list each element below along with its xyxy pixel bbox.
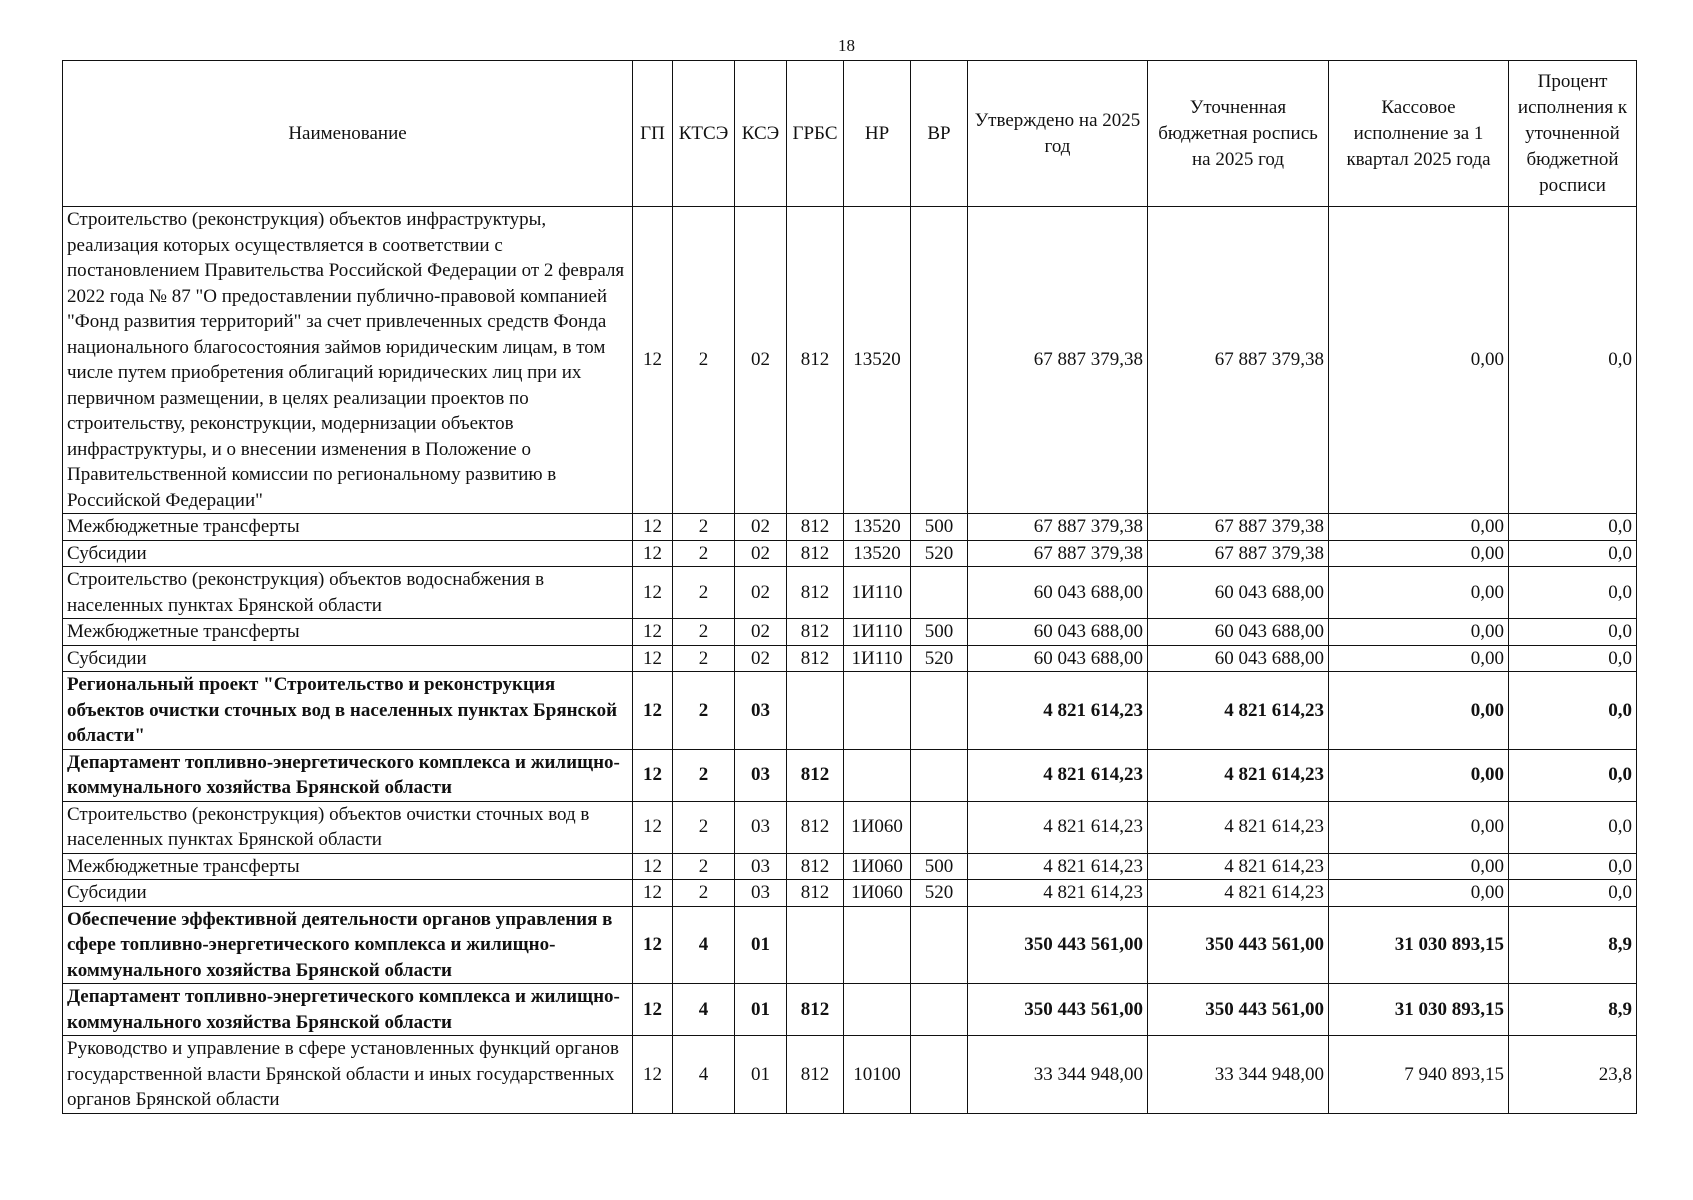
- cell-percent: 0,0: [1509, 207, 1637, 514]
- cell-nr: 13520: [844, 514, 911, 541]
- cell-vr: 500: [911, 619, 968, 646]
- cell-cash: 31 030 893,15: [1329, 984, 1509, 1036]
- cell-nr: 1И110: [844, 567, 911, 619]
- col-header-ktse: КТСЭ: [673, 61, 735, 207]
- cell-ktse: 4: [673, 1036, 735, 1114]
- table-row: [63, 853, 1637, 880]
- cell-percent: 0,0: [1509, 880, 1637, 907]
- cell-grbs: 812: [787, 880, 844, 907]
- cell-vr: [911, 207, 968, 514]
- cell-name: Обеспечение эффективной деятельности органов управления в сфере топливно-энергетического комплекса и жилищно-коммунального хозяйства Брянской области: [63, 906, 633, 984]
- cell-percent: 8,9: [1509, 906, 1637, 984]
- cell-approved: 4 821 614,23: [968, 749, 1148, 801]
- cell-refined: 60 043 688,00: [1148, 645, 1329, 672]
- cell-grbs: 812: [787, 801, 844, 853]
- cell-vr: 520: [911, 880, 968, 907]
- table-row: [63, 540, 1637, 567]
- col-header-refined: Уточненная бюджетная роспись на 2025 год: [1148, 61, 1329, 207]
- cell-vr: [911, 801, 968, 853]
- cell-name: Субсидии: [63, 645, 633, 672]
- cell-vr: [911, 672, 968, 750]
- cell-percent: 0,0: [1509, 853, 1637, 880]
- cell-vr: [911, 984, 968, 1036]
- cell-vr: 520: [911, 645, 968, 672]
- cell-ktse: 2: [673, 801, 735, 853]
- page-number: 18: [838, 36, 855, 55]
- cell-kse: 03: [735, 853, 787, 880]
- cell-cash: 0,00: [1329, 514, 1509, 541]
- table-row: [63, 880, 1637, 907]
- cell-nr: 1И060: [844, 880, 911, 907]
- table-row: [63, 749, 1637, 801]
- cell-name: Субсидии: [63, 540, 633, 567]
- table-row: [63, 567, 1637, 619]
- cell-gp: 12: [633, 853, 673, 880]
- cell-ktse: 2: [673, 853, 735, 880]
- cell-refined: 4 821 614,23: [1148, 672, 1329, 750]
- cell-vr: 520: [911, 540, 968, 567]
- cell-gp: 12: [633, 619, 673, 646]
- cell-cash: 0,00: [1329, 567, 1509, 619]
- cell-approved: 4 821 614,23: [968, 853, 1148, 880]
- cell-kse: 02: [735, 514, 787, 541]
- table-row: [63, 619, 1637, 646]
- cell-percent: 0,0: [1509, 749, 1637, 801]
- cell-name: Региональный проект "Строительство и реконструкция объектов очистки сточных вод в населенных пунктах Брянской области": [63, 672, 633, 750]
- cell-vr: 500: [911, 853, 968, 880]
- cell-grbs: 812: [787, 567, 844, 619]
- table-row: [63, 514, 1637, 541]
- cell-kse: 01: [735, 984, 787, 1036]
- table-row: [63, 801, 1637, 853]
- col-header-approved: Утверждено на 2025 год: [968, 61, 1148, 207]
- cell-refined: 4 821 614,23: [1148, 801, 1329, 853]
- cell-cash: 0,00: [1329, 207, 1509, 514]
- cell-refined: 33 344 948,00: [1148, 1036, 1329, 1114]
- cell-refined: 60 043 688,00: [1148, 567, 1329, 619]
- col-header-grbs: ГРБС: [787, 61, 844, 207]
- cell-ktse: 2: [673, 749, 735, 801]
- cell-vr: [911, 906, 968, 984]
- cell-gp: 12: [633, 567, 673, 619]
- cell-ktse: 2: [673, 567, 735, 619]
- cell-gp: 12: [633, 207, 673, 514]
- cell-kse: 03: [735, 801, 787, 853]
- cell-refined: 4 821 614,23: [1148, 749, 1329, 801]
- cell-refined: 60 043 688,00: [1148, 619, 1329, 646]
- table-row: [63, 984, 1637, 1036]
- table-header-row: [63, 61, 1637, 207]
- cell-gp: 12: [633, 984, 673, 1036]
- cell-cash: 0,00: [1329, 672, 1509, 750]
- table-row: [63, 1036, 1637, 1114]
- table-row: [63, 207, 1637, 514]
- cell-nr: 10100: [844, 1036, 911, 1114]
- cell-cash: 7 940 893,15: [1329, 1036, 1509, 1114]
- cell-approved: 67 887 379,38: [968, 514, 1148, 541]
- table-body: [63, 207, 1637, 1114]
- cell-name: Руководство и управление в сфере установленных функций органов государственной власти Брянской области и иных государственных органов Брянской области: [63, 1036, 633, 1114]
- cell-kse: 03: [735, 672, 787, 750]
- cell-ktse: 2: [673, 514, 735, 541]
- cell-ktse: 4: [673, 984, 735, 1036]
- cell-nr: [844, 906, 911, 984]
- cell-approved: 60 043 688,00: [968, 619, 1148, 646]
- cell-grbs: 812: [787, 853, 844, 880]
- cell-nr: [844, 672, 911, 750]
- table-row: [63, 906, 1637, 984]
- cell-percent: 0,0: [1509, 619, 1637, 646]
- cell-nr: [844, 749, 911, 801]
- cell-grbs: 812: [787, 1036, 844, 1114]
- cell-approved: 350 443 561,00: [968, 906, 1148, 984]
- col-header-kse: КСЭ: [735, 61, 787, 207]
- cell-kse: 02: [735, 540, 787, 567]
- cell-kse: 03: [735, 749, 787, 801]
- cell-grbs: [787, 906, 844, 984]
- cell-name: Департамент топливно-энергетического комплекса и жилищно-коммунального хозяйства Брянской области: [63, 984, 633, 1036]
- cell-name: Строительство (реконструкция) объектов инфраструктуры, реализация которых осуществляется в соответствии с постановлением Правительства Российской Федерации от 2 февраля 2022 года № 87 "О предоставлении публично-правовой компанией "Фонд развития территорий" за счет привлеченных средств Фонда национального благосостояния займов юридическим лицам, в том числе путем приобретения облигаций юридических лиц при их первичном размещении, в целях реализации проектов по строительству, реконструкции, модернизации объектов инфраструктуры, и о внесении изменения в Положение о Правительственной комиссии по региональному развитию в Российской Федерации": [63, 207, 633, 514]
- cell-nr: 13520: [844, 207, 911, 514]
- col-header-percent: Процент исполнения к уточненной бюджетной росписи: [1509, 61, 1637, 207]
- col-header-gp: ГП: [633, 61, 673, 207]
- cell-approved: 67 887 379,38: [968, 207, 1148, 514]
- cell-approved: 33 344 948,00: [968, 1036, 1148, 1114]
- cell-kse: 01: [735, 1036, 787, 1114]
- cell-grbs: 812: [787, 540, 844, 567]
- table-row: [63, 672, 1637, 750]
- cell-gp: 12: [633, 645, 673, 672]
- table-row: [63, 645, 1637, 672]
- cell-gp: 12: [633, 801, 673, 853]
- cell-name: Межбюджетные трансферты: [63, 619, 633, 646]
- cell-cash: 0,00: [1329, 880, 1509, 907]
- cell-cash: 0,00: [1329, 645, 1509, 672]
- cell-grbs: 812: [787, 645, 844, 672]
- cell-cash: 0,00: [1329, 853, 1509, 880]
- col-header-cash: Кассовое исполнение за 1 квартал 2025 года: [1329, 61, 1509, 207]
- cell-ktse: 2: [673, 672, 735, 750]
- cell-kse: 03: [735, 880, 787, 907]
- cell-name: Межбюджетные трансферты: [63, 853, 633, 880]
- cell-cash: 0,00: [1329, 801, 1509, 853]
- cell-refined: 350 443 561,00: [1148, 984, 1329, 1036]
- cell-approved: 67 887 379,38: [968, 540, 1148, 567]
- cell-nr: 1И060: [844, 801, 911, 853]
- cell-cash: 31 030 893,15: [1329, 906, 1509, 984]
- cell-grbs: 812: [787, 984, 844, 1036]
- cell-gp: 12: [633, 514, 673, 541]
- cell-gp: 12: [633, 1036, 673, 1114]
- cell-nr: 1И060: [844, 853, 911, 880]
- cell-percent: 0,0: [1509, 801, 1637, 853]
- cell-percent: 0,0: [1509, 540, 1637, 567]
- cell-percent: 0,0: [1509, 567, 1637, 619]
- cell-ktse: 4: [673, 906, 735, 984]
- cell-vr: [911, 749, 968, 801]
- cell-percent: 0,0: [1509, 645, 1637, 672]
- cell-kse: 01: [735, 906, 787, 984]
- cell-grbs: 812: [787, 749, 844, 801]
- cell-refined: 4 821 614,23: [1148, 880, 1329, 907]
- cell-grbs: 812: [787, 619, 844, 646]
- cell-vr: 500: [911, 514, 968, 541]
- cell-name: Строительство (реконструкция) объектов водоснабжения в населенных пунктах Брянской области: [63, 567, 633, 619]
- cell-nr: [844, 984, 911, 1036]
- cell-nr: 1И110: [844, 645, 911, 672]
- cell-ktse: 2: [673, 619, 735, 646]
- cell-refined: 67 887 379,38: [1148, 514, 1329, 541]
- cell-refined: 4 821 614,23: [1148, 853, 1329, 880]
- cell-approved: 4 821 614,23: [968, 672, 1148, 750]
- col-header-nr: НР: [844, 61, 911, 207]
- cell-kse: 02: [735, 619, 787, 646]
- cell-refined: 67 887 379,38: [1148, 540, 1329, 567]
- cell-percent: 0,0: [1509, 514, 1637, 541]
- cell-gp: 12: [633, 540, 673, 567]
- cell-gp: 12: [633, 672, 673, 750]
- cell-ktse: 2: [673, 880, 735, 907]
- cell-gp: 12: [633, 749, 673, 801]
- cell-grbs: 812: [787, 514, 844, 541]
- col-header-name: Наименование: [63, 61, 633, 207]
- cell-ktse: 2: [673, 645, 735, 672]
- cell-percent: 23,8: [1509, 1036, 1637, 1114]
- cell-name: Департамент топливно-энергетического комплекса и жилищно-коммунального хозяйства Брянской области: [63, 749, 633, 801]
- cell-gp: 12: [633, 906, 673, 984]
- cell-ktse: 2: [673, 540, 735, 567]
- cell-name: Строительство (реконструкция) объектов очистки сточных вод в населенных пунктах Брянской области: [63, 801, 633, 853]
- cell-percent: 8,9: [1509, 984, 1637, 1036]
- cell-cash: 0,00: [1329, 619, 1509, 646]
- cell-vr: [911, 567, 968, 619]
- cell-approved: 4 821 614,23: [968, 801, 1148, 853]
- cell-name: Межбюджетные трансферты: [63, 514, 633, 541]
- cell-percent: 0,0: [1509, 672, 1637, 750]
- cell-nr: 13520: [844, 540, 911, 567]
- cell-cash: 0,00: [1329, 749, 1509, 801]
- cell-vr: [911, 1036, 968, 1114]
- cell-kse: 02: [735, 207, 787, 514]
- cell-name: Субсидии: [63, 880, 633, 907]
- cell-cash: 0,00: [1329, 540, 1509, 567]
- cell-approved: 60 043 688,00: [968, 645, 1148, 672]
- col-header-vr: ВР: [911, 61, 968, 207]
- cell-grbs: [787, 672, 844, 750]
- cell-grbs: 812: [787, 207, 844, 514]
- cell-approved: 4 821 614,23: [968, 880, 1148, 907]
- cell-kse: 02: [735, 567, 787, 619]
- cell-nr: 1И110: [844, 619, 911, 646]
- budget-execution-table: [62, 60, 1637, 1114]
- cell-gp: 12: [633, 880, 673, 907]
- cell-refined: 67 887 379,38: [1148, 207, 1329, 514]
- cell-kse: 02: [735, 645, 787, 672]
- cell-ktse: 2: [673, 207, 735, 514]
- cell-approved: 350 443 561,00: [968, 984, 1148, 1036]
- cell-refined: 350 443 561,00: [1148, 906, 1329, 984]
- cell-approved: 60 043 688,00: [968, 567, 1148, 619]
